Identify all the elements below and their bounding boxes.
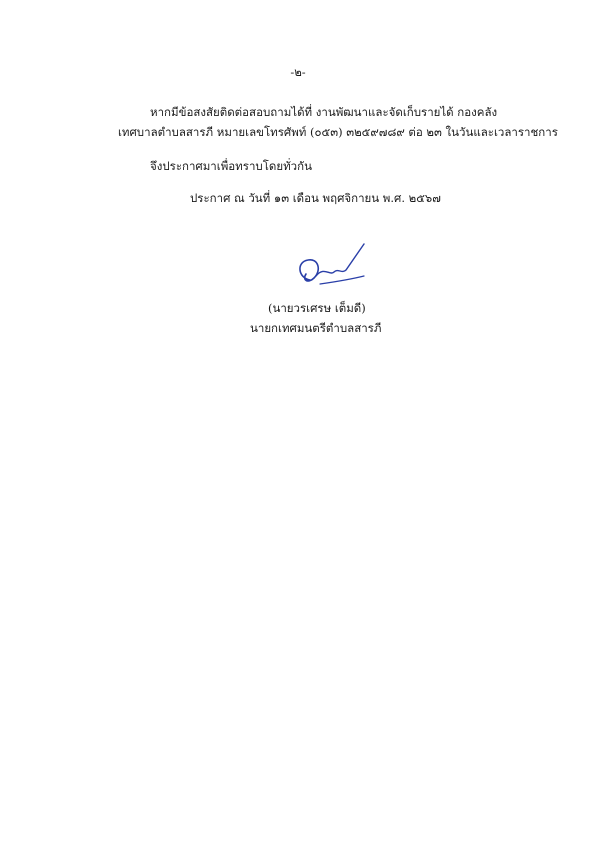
signature-image <box>290 240 370 300</box>
inquiry-line-2: เทศบาลตำบลสารภี หมายเลขโทรศัพท์ (๐๕๓) ๓๒๕๙๗๘๙ ต่อ ๒๓ ในวันและเวลาราชการ <box>118 125 558 139</box>
announcement-date: ประกาศ ณ วันที่ ๑๓ เดือน พฤศจิกายน พ.ศ. ๒๕๖๗ <box>190 191 441 205</box>
signatory-position: นายกเทศมนตรีตำบลสารภี <box>250 321 382 335</box>
announcement-text: จึงประกาศมาเพื่อทราบโดยทั่วกัน <box>150 159 312 173</box>
page-number: -๒- <box>290 65 306 79</box>
inquiry-line-1: หากมีข้อสงสัยติดต่อสอบถามได้ที่ งานพัฒนาและจัดเก็บรายได้ กองคลัง <box>150 105 498 119</box>
signatory-name: (นายวรเศรษ เต็มดี) <box>268 301 366 315</box>
